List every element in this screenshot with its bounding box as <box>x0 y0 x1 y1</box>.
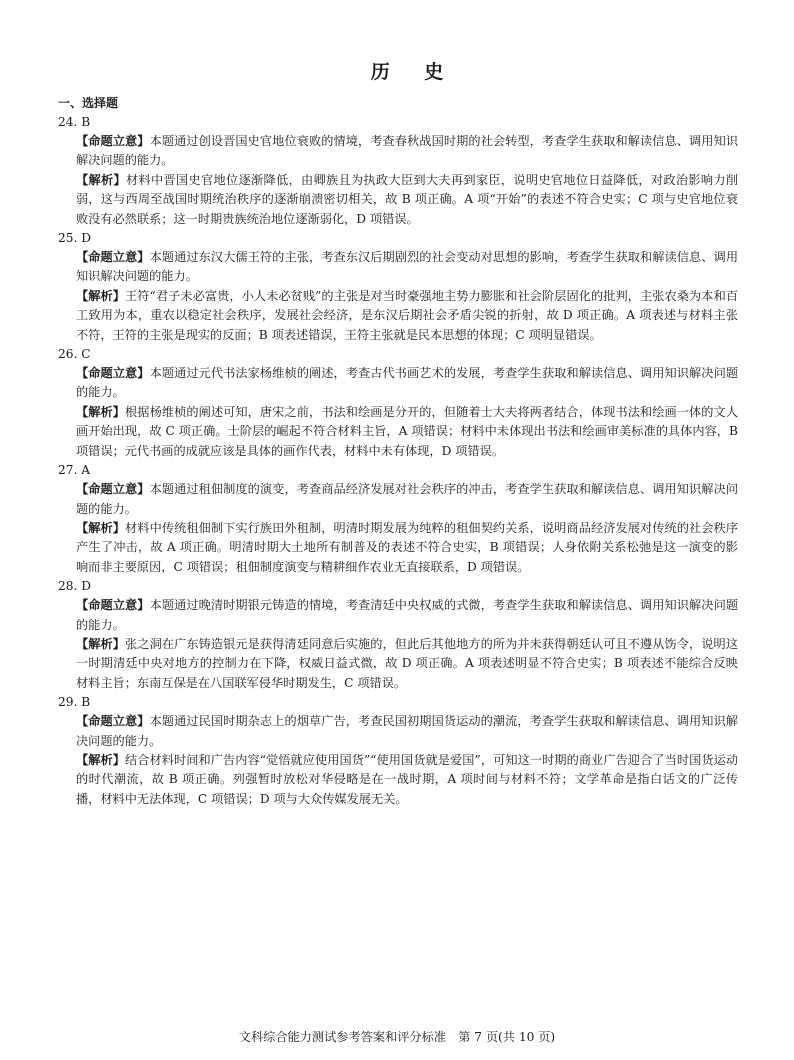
intent-text: 本题通过民国时期杂志上的烟草广告，考查民国初期国货运动的潮流，考查学生获取和解读信息、调用知识解决问题的能力。 <box>76 714 739 748</box>
analysis-tag: 【解析】 <box>76 752 125 767</box>
analysis-text: 根据杨维桢的阐述可知，唐宋之前，书法和绘画是分开的，但随着士大夫将两者结合，体现书法和绘画一体的文人画开始出现，故 C 项正确。士阶层的崛起不符合材料主旨，A 项错误；材料中未体现出书法和绘画审美标准的具体内容，B 项错误；元代书画的成就应该是具体的画作代表，材料中未有体现，D 项错误。 <box>76 404 739 458</box>
question-29 <box>58 693 739 809</box>
analysis-text: 材料中晋国史官地位逐渐降低，由卿族且为执政大臣到大夫再到家臣，说明史官地位日益降低，对政治影响力削弱，这与西周至战国时期统治秩序的逐渐崩溃密切相关，故 B 项正确。A 项“开始”的表述不符合史实；C 项与史官地位衰败没有必然联系；这一时期贵族统治地位逐渐弱化，D 项错误。 <box>76 172 739 226</box>
answer-line: 28. D <box>58 579 92 594</box>
page-title: 历 史 <box>370 61 458 83</box>
answer-line: 29. B <box>58 695 91 710</box>
intent-text: 本题通过元代书法家杨维桢的阐述，考查古代书画艺术的发展，考查学生获取和解读信息、调用知识解决问题的能力。 <box>76 366 739 400</box>
intent-text: 本题通过创设晋国史官地位衰败的情境，考查春秋战国时期的社会转型，考查学生获取和解读信息、调用知识解决问题的能力。 <box>76 134 739 168</box>
intent-paragraph <box>76 480 738 519</box>
answer-line: 26. C <box>58 347 91 362</box>
analysis-paragraph <box>76 751 738 809</box>
analysis-paragraph <box>76 287 738 345</box>
analysis-tag: 【解析】 <box>76 288 126 303</box>
intent-tag: 【命题立意】 <box>76 134 150 148</box>
intent-tag: 【命题立意】 <box>76 250 150 265</box>
question-28 <box>58 577 739 693</box>
question-27 <box>58 461 739 577</box>
section-heading: 一、选择题 <box>58 96 119 110</box>
analysis-paragraph <box>76 403 738 461</box>
intent-paragraph <box>76 132 738 171</box>
analysis-paragraph <box>76 519 738 577</box>
intent-text: 本题通过晚清时期银元铸造的情境，考查清廷中央权威的式微，考查学生获取和解读信息、调用知识解决问题的能力。 <box>76 598 739 632</box>
answer-line: 24. B <box>58 115 91 129</box>
question-25 <box>58 229 739 345</box>
intent-paragraph <box>76 712 738 751</box>
answer-line: 25. D <box>58 231 92 246</box>
page-footer: 文科综合能力测试参考答案和评分标准 第 7 页(共 10 页) <box>238 1030 556 1044</box>
intent-paragraph <box>76 364 738 403</box>
question-24 <box>58 113 739 229</box>
intent-tag: 【命题立意】 <box>76 366 150 381</box>
analysis-tag: 【解析】 <box>76 404 126 419</box>
intent-text: 本题通过东汉大儒王符的主张，考查东汉后期剧烈的社会变动对思想的影响，考查学生获取和解读信息、调用知识解决问题的能力。 <box>76 250 739 284</box>
intent-tag: 【命题立意】 <box>76 598 150 613</box>
analysis-text: 结合材料时间和广告内容“觉悟就应使用国货”“使用国货就是爱国”，可知这一时期的商业广告迎合了当时国货运动的时代潮流，故 B 项正确。列强暂时放松对华侵略是在一战时期，A 项时间与材料不符；文学革命是指白话文的广泛传播，材料中无法体现，C 项错误；D 项与大众传媒发展无关。 <box>76 752 739 806</box>
intent-paragraph <box>76 596 738 635</box>
analysis-tag: 【解析】 <box>76 172 126 187</box>
question-26 <box>58 345 739 461</box>
intent-tag: 【命题立意】 <box>76 482 150 497</box>
analysis-tag: 【解析】 <box>76 636 126 651</box>
analysis-text: 张之洞在广东铸造银元是获得清廷同意后实施的，但此后其他地方的所为并未获得朝廷认可且不遵从饬令，说明这一时期清廷中央对地方的控制力在下降，权威日益式微，故 D 项正确。A 项表述明显不符合史实；B 项表述不能综合反映材料主旨；东南互保是在八国联军侵华时期发生，C 项错误。 <box>76 636 739 690</box>
analysis-text: 材料中传统租佃制下实行族田外租制，明清时期发展为纯粹的租佃契约关系，说明商品经济发展对传统的社会秩序产生了冲击，故 A 项正确。明清时期大土地所有制普及的表述不符合史实，B 项错误；人身依附关系松弛是这一演变的影响而非主要原因，C 项错误；租佃制度演变与精耕细作农业无直接联系，D 项错误。 <box>76 520 739 574</box>
answer-line: 27. A <box>58 463 91 478</box>
analysis-text: 王符“君子未必富贵，小人未必贫贱”的主张是对当时豪强地主势力膨胀和社会阶层固化的批判，主张农桑为本和百工致用为本，重农以稳定社会秩序，发展社会经济，是东汉后期社会矛盾尖锐的折射，故 D 项正确。A 项表述与材料主张不符，王符的主张是现实的反面；B 项表述错误，王符主张就是民本思想的体现；C 项明显错误。 <box>76 288 739 342</box>
intent-paragraph <box>76 248 738 287</box>
intent-tag: 【命题立意】 <box>76 714 150 729</box>
intent-text: 本题通过租佃制度的演变，考查商品经济发展对社会秩序的冲击，考查学生获取和解读信息、调用知识解决问题的能力。 <box>76 482 739 516</box>
analysis-paragraph <box>76 635 738 693</box>
analysis-tag: 【解析】 <box>76 520 126 535</box>
analysis-paragraph <box>76 171 738 229</box>
